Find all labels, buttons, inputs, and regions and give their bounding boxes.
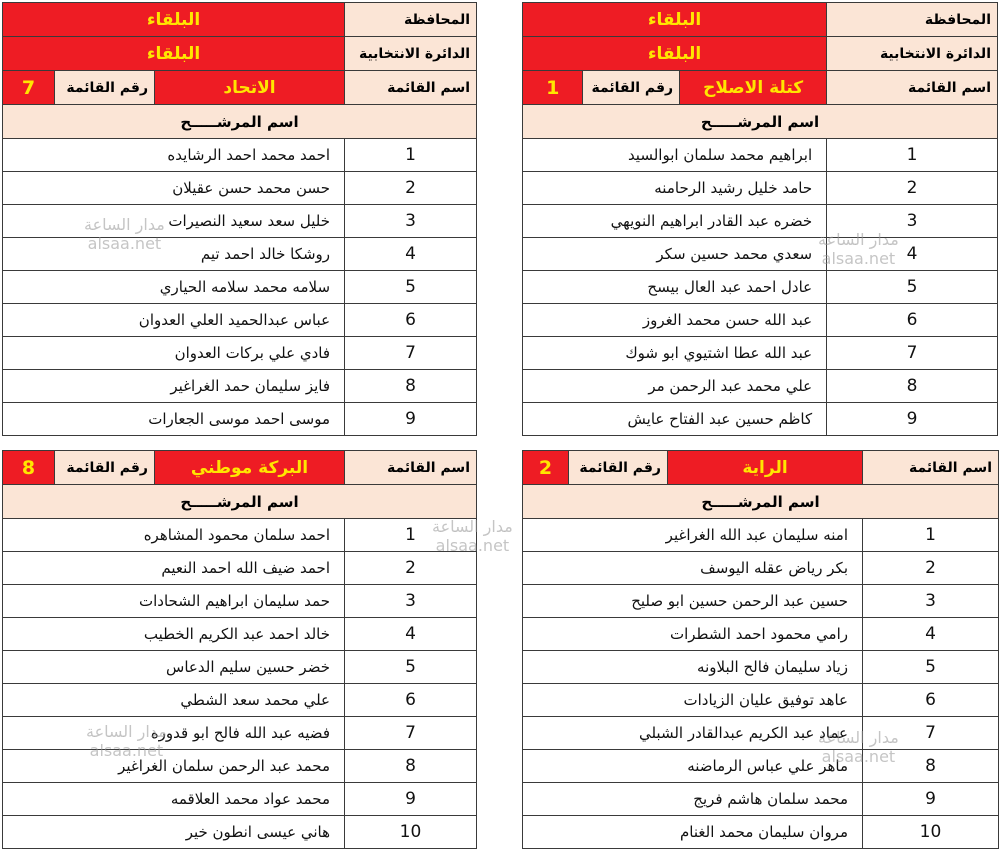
watermark-line2: alsaa.net <box>821 747 896 766</box>
governorate-value: البلقاء <box>3 3 345 37</box>
candidate-number: 10 <box>345 816 477 849</box>
candidate-name: عماد عبد الكريم عبدالقادر الشبلي <box>523 717 863 750</box>
district-value: البلقاء <box>523 37 827 71</box>
list-table-1 <box>522 2 998 436</box>
candidate-name: هاني عيسى انطون خير <box>3 816 345 849</box>
list-number-label: رقم القائمة <box>55 71 155 105</box>
candidate-name: سعدي محمد حسين سكر <box>523 238 827 271</box>
list-name-label: اسم القائمة <box>345 71 477 105</box>
candidate-name: احمد ضيف الله احمد النعيم <box>3 552 345 585</box>
list-table-8 <box>2 450 477 849</box>
candidate-name-header: اسم المرشـــــح <box>523 485 999 519</box>
watermark-line1: مدار الساعة <box>86 722 167 741</box>
candidate-number: 2 <box>345 552 477 585</box>
list-number-label: رقم القائمة <box>583 71 680 105</box>
candidate-number: 2 <box>827 172 998 205</box>
list-number-value: 8 <box>3 451 55 485</box>
candidate-number: 7 <box>827 337 998 370</box>
candidate-name: محمد عبد الرحمن سلمان الغراغير <box>3 750 345 783</box>
candidate-number: 9 <box>345 783 477 816</box>
watermark-line1: مدار الساعة <box>818 230 899 249</box>
candidate-name: عاهد توفيق عليان الزيادات <box>523 684 863 717</box>
list-name-value: البركة موطني <box>155 451 345 485</box>
candidate-number: 7 <box>345 337 477 370</box>
candidate-name: فايز سليمان حمد الغراغير <box>3 370 345 403</box>
list-table-7 <box>2 2 477 436</box>
candidate-name: عبد الله حسن محمد الغروز <box>523 304 827 337</box>
candidate-name: خضر حسين سليم الدعاس <box>3 651 345 684</box>
candidate-number: 4 <box>345 238 477 271</box>
candidate-name: خليل سعد سعيد النصيرات <box>3 205 345 238</box>
district-value: البلقاء <box>3 37 345 71</box>
candidate-number: 9 <box>863 783 999 816</box>
candidate-number: 1 <box>345 139 477 172</box>
candidate-name-header: اسم المرشـــــح <box>3 485 477 519</box>
candidate-name-header: اسم المرشـــــح <box>3 105 477 139</box>
candidate-number: 8 <box>863 750 999 783</box>
list-table-2 <box>522 450 999 849</box>
list-number-value: 1 <box>523 71 583 105</box>
list-name-label: اسم القائمة <box>863 451 999 485</box>
candidate-number: 10 <box>863 816 999 849</box>
candidate-name: خضره عبد القادر ابراهيم النويهي <box>523 205 827 238</box>
candidate-name: عبد الله عطا اشتيوي ابو شوك <box>523 337 827 370</box>
candidate-name: روشكا خالد احمد تيم <box>3 238 345 271</box>
candidate-number: 1 <box>863 519 999 552</box>
candidate-number: 6 <box>827 304 998 337</box>
candidate-name: محمد سلمان هاشم فريج <box>523 783 863 816</box>
candidate-number: 3 <box>827 205 998 238</box>
candidate-name: كاظم حسين عبد الفتاح عايش <box>523 403 827 436</box>
district-label: الدائرة الانتخابية <box>827 37 998 71</box>
governorate-label: المحافظة <box>827 3 998 37</box>
candidate-number: 2 <box>863 552 999 585</box>
candidate-name-header: اسم المرشـــــح <box>523 105 998 139</box>
candidate-number: 6 <box>345 684 477 717</box>
candidate-name: زياد سليمان فالح البلاونه <box>523 651 863 684</box>
list-number-label: رقم القائمة <box>569 451 668 485</box>
candidate-number: 9 <box>345 403 477 436</box>
candidate-name: علي محمد سعد الشطي <box>3 684 345 717</box>
candidate-name: رامي محمود احمد الشطرات <box>523 618 863 651</box>
list-name-value: الراية <box>668 451 863 485</box>
candidate-number: 3 <box>863 585 999 618</box>
candidate-name: احمد محمد احمد الرشايده <box>3 139 345 172</box>
candidate-number: 5 <box>863 651 999 684</box>
candidate-number: 2 <box>345 172 477 205</box>
candidate-name: فضيه عبد الله فالح ابو قدوره <box>3 717 345 750</box>
candidate-name: احمد سلمان محمود المشاهره <box>3 519 345 552</box>
candidate-number: 4 <box>345 618 477 651</box>
candidate-number: 1 <box>827 139 998 172</box>
candidate-number: 3 <box>345 585 477 618</box>
candidate-number: 8 <box>345 370 477 403</box>
candidate-number: 4 <box>863 618 999 651</box>
candidate-number: 7 <box>863 717 999 750</box>
candidate-number: 6 <box>345 304 477 337</box>
candidate-name: بكر رياض عقله اليوسف <box>523 552 863 585</box>
candidate-name: عادل احمد عبد العال بيسح <box>523 271 827 304</box>
candidate-name: امنه سليمان عبد الله الغراغير <box>523 519 863 552</box>
candidate-number: 5 <box>345 651 477 684</box>
candidate-name: حسن محمد حسن عقيلان <box>3 172 345 205</box>
watermark-line1: مدار الساعة <box>818 728 899 747</box>
list-name-label: اسم القائمة <box>827 71 998 105</box>
watermark-line1: مدار الساعة <box>432 517 513 536</box>
candidate-name: ماهر علي عباس الرماضنه <box>523 750 863 783</box>
candidate-name: حمد سليمان ابراهيم الشحادات <box>3 585 345 618</box>
list-number-value: 2 <box>523 451 569 485</box>
candidate-number: 6 <box>863 684 999 717</box>
candidate-name: عباس عبدالحميد العلي العدوان <box>3 304 345 337</box>
candidate-name: مروان سليمان محمد الغنام <box>523 816 863 849</box>
candidate-number: 4 <box>827 238 998 271</box>
candidate-name: حامد خليل رشيد الرحامنه <box>523 172 827 205</box>
candidate-number: 8 <box>345 750 477 783</box>
governorate-value: البلقاء <box>523 3 827 37</box>
candidate-number: 9 <box>827 403 998 436</box>
district-label: الدائرة الانتخابية <box>345 37 477 71</box>
candidate-name: خالد احمد عبد الكريم الخطيب <box>3 618 345 651</box>
watermark-line2: alsaa.net <box>89 741 164 760</box>
watermark-line2: alsaa.net <box>87 234 162 253</box>
candidate-number: 3 <box>345 205 477 238</box>
candidate-name: محمد عواد محمد العلاقمه <box>3 783 345 816</box>
candidate-name: حسين عبد الرحمن حسين ابو صليح <box>523 585 863 618</box>
candidate-name: موسى احمد موسى الجعارات <box>3 403 345 436</box>
candidate-name: ابراهيم محمد سلمان ابوالسيد <box>523 139 827 172</box>
candidate-name: سلامه محمد سلامه الحياري <box>3 271 345 304</box>
candidate-number: 1 <box>345 519 477 552</box>
candidate-number: 7 <box>345 717 477 750</box>
governorate-label: المحافظة <box>345 3 477 37</box>
list-number-label: رقم القائمة <box>55 451 155 485</box>
watermark-line2: alsaa.net <box>821 249 896 268</box>
list-name-value: كتلة الاصلاح <box>680 71 827 105</box>
candidate-number: 5 <box>827 271 998 304</box>
list-name-label: اسم القائمة <box>345 451 477 485</box>
watermark-line2: alsaa.net <box>435 536 510 555</box>
candidate-name: فادي علي بركات العدوان <box>3 337 345 370</box>
candidate-name: علي محمد عبد الرحمن مر <box>523 370 827 403</box>
list-name-value: الاتحاد <box>155 71 345 105</box>
list-number-value: 7 <box>3 71 55 105</box>
candidate-number: 8 <box>827 370 998 403</box>
candidate-number: 5 <box>345 271 477 304</box>
watermark-line1: مدار الساعة <box>84 215 165 234</box>
